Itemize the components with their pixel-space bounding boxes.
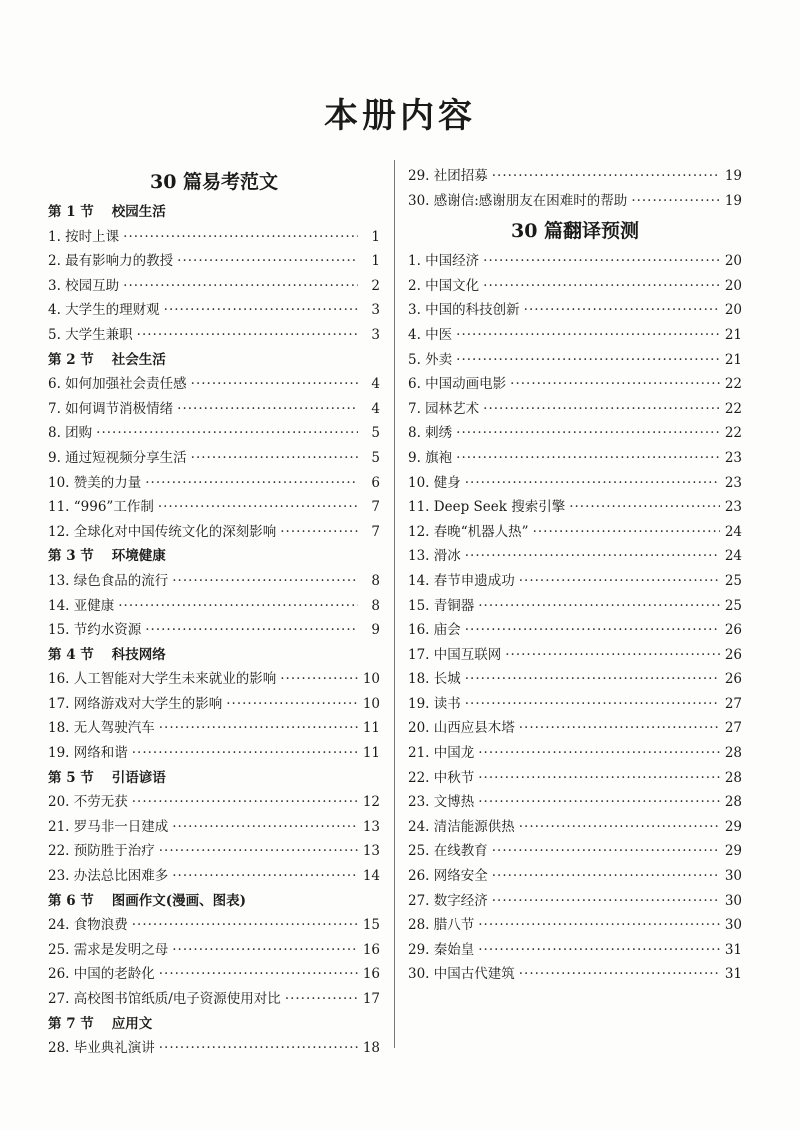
- toc-entry-page-number: 30: [724, 868, 742, 885]
- leader-dots: [519, 815, 720, 840]
- toc-entry-page-number: 19: [724, 192, 742, 209]
- section-header: [48, 889, 380, 914]
- toc-entry-title: 11. “996”工作制: [48, 499, 154, 516]
- leader-dots: [191, 372, 358, 397]
- toc-entry[interactable]: [408, 372, 742, 397]
- toc-entry-page-number: 28: [724, 794, 742, 811]
- leader-dots: [483, 249, 720, 274]
- leader-dots: [492, 864, 720, 889]
- toc-entry-page-number: 21: [724, 326, 742, 343]
- section-number: 第 4 节: [48, 646, 94, 663]
- toc-entry-page-number: 10: [362, 695, 380, 712]
- section-header: [48, 544, 380, 569]
- leader-dots: [123, 225, 358, 250]
- section-header: [48, 643, 380, 668]
- toc-entry-title: 3. 中国的科技创新: [408, 302, 520, 319]
- toc-entry-page-number: 28: [724, 769, 742, 786]
- leader-dots: [505, 643, 720, 668]
- toc-entry-title: 8. 刺绣: [408, 425, 453, 442]
- toc-entry[interactable]: [408, 164, 742, 189]
- toc-entry-page-number: 16: [362, 941, 380, 958]
- translations-heading: 30 篇翻译预测: [510, 220, 640, 243]
- toc-column-essays: [48, 164, 380, 1061]
- toc-entry[interactable]: [408, 962, 742, 987]
- toc-entry-title: 7. 园林艺术: [408, 400, 480, 417]
- toc-entry-page-number: 13: [362, 843, 380, 860]
- toc-entry-page-number: 22: [724, 400, 742, 417]
- toc-entry-page-number: 12: [362, 794, 380, 811]
- toc-entry-page-number: 22: [724, 376, 742, 393]
- toc-entry-title: 20. 山西应县木塔: [408, 720, 515, 737]
- toc-entry-title: 9. 通过短视频分享生活: [48, 449, 187, 466]
- toc-entry-page-number: 26: [724, 671, 742, 688]
- toc-entry-page-number: 24: [724, 548, 742, 565]
- toc-entry-title: 29. 社团招募: [408, 168, 488, 184]
- toc-entry[interactable]: [408, 495, 742, 520]
- toc-entry[interactable]: [408, 618, 742, 643]
- leader-dots: [478, 766, 720, 791]
- section-title: 社会生活: [111, 351, 166, 368]
- page-title: 本册内容: [324, 96, 476, 136]
- toc-entry[interactable]: [48, 372, 380, 397]
- toc-entry-page-number: 28: [724, 745, 742, 762]
- toc-entry-title: 27. 高校图书馆纸质/电子资源使用对比: [48, 991, 281, 1007]
- translations-list: [408, 249, 742, 987]
- toc-entry-title: 28. 毕业典礼演讲: [48, 1040, 155, 1057]
- leader-dots: [492, 164, 720, 189]
- toc-entry[interactable]: [48, 667, 380, 692]
- section-title: 科技网络: [111, 646, 166, 663]
- leader-dots: [280, 667, 358, 692]
- section-header: [48, 766, 380, 791]
- leader-dots: [533, 520, 720, 545]
- toc-entry[interactable]: [408, 716, 742, 741]
- toc-entry-page-number: 14: [362, 868, 380, 885]
- toc-entry-title: 17. 网络游戏对大学生的影响: [48, 695, 223, 712]
- section-number: 第 5 节: [48, 769, 94, 786]
- leader-dots: [96, 421, 358, 446]
- section-title: 校园生活: [111, 204, 166, 220]
- leader-dots: [456, 348, 720, 373]
- toc-entry-title: 1. 中国经济: [408, 253, 480, 270]
- toc-entry[interactable]: [48, 471, 380, 496]
- essays-list: [48, 200, 380, 1061]
- toc-entry-page-number: 29: [724, 818, 742, 835]
- toc-entry-title: 8. 团购: [48, 425, 93, 442]
- toc-entry-page-number: 4: [371, 400, 380, 417]
- leader-dots: [483, 274, 720, 299]
- toc-entry-page-number: 7: [371, 499, 380, 516]
- leader-dots: [137, 323, 358, 348]
- toc-entry-title: 9. 旗袍: [408, 449, 453, 466]
- toc-entry-page-number: 20: [724, 253, 742, 270]
- toc-entry-title: 19. 读书: [408, 695, 461, 712]
- leader-dots: [524, 298, 720, 323]
- toc-entry[interactable]: [408, 249, 742, 274]
- leader-dots: [456, 421, 720, 446]
- toc-entry-page-number: 24: [724, 523, 742, 540]
- leader-dots: [465, 667, 720, 692]
- toc-entry-page-number: 13: [362, 818, 380, 835]
- section-number: 第 2 节: [48, 351, 94, 368]
- toc-entry-title: 1. 按时上课: [48, 228, 120, 245]
- toc-entry-page-number: 16: [362, 966, 380, 983]
- toc-entry[interactable]: [408, 913, 742, 938]
- toc-entry-title: 26. 网络安全: [408, 868, 488, 885]
- toc-entry-page-number: 8: [371, 597, 380, 614]
- toc-entry-title: 20. 不劳无获: [48, 794, 128, 811]
- toc-entry[interactable]: [48, 864, 380, 889]
- toc-entry[interactable]: [408, 446, 742, 471]
- toc-entry[interactable]: [408, 889, 742, 914]
- leader-dots: [465, 618, 720, 643]
- leader-dots: [492, 839, 720, 864]
- leader-dots: [478, 938, 720, 963]
- toc-entry[interactable]: [408, 815, 742, 840]
- leader-dots: [226, 692, 358, 717]
- section-number: 第 7 节: [48, 1015, 94, 1032]
- leader-dots: [465, 544, 720, 569]
- toc-entry[interactable]: [48, 249, 380, 274]
- toc-entry[interactable]: [48, 569, 380, 594]
- toc-entry-page-number: 11: [362, 745, 380, 762]
- toc-entry-page-number: 20: [724, 277, 742, 294]
- leader-dots: [456, 446, 720, 471]
- toc-entry-page-number: 7: [371, 523, 380, 540]
- toc-entry-title: 16. 庙会: [408, 622, 461, 639]
- toc-entry-page-number: 26: [724, 646, 742, 663]
- toc-entry-page-number: 25: [724, 572, 742, 589]
- toc-entry-page-number: 31: [724, 941, 742, 958]
- toc-entry[interactable]: [408, 189, 742, 214]
- toc-entry-page-number: 30: [724, 917, 742, 934]
- toc-entry-title: 12. 全球化对中国传统文化的深刻影响: [48, 523, 277, 540]
- leader-dots: [478, 913, 720, 938]
- toc-entry-page-number: 20: [724, 302, 742, 319]
- toc-entry-page-number: 1: [371, 228, 380, 245]
- toc-entry[interactable]: [408, 594, 742, 619]
- toc-entry-title: 16. 人工智能对大学生未来就业的影响: [48, 671, 277, 688]
- essays-heading: 30 篇易考范文: [149, 171, 279, 193]
- toc-entry-page-number: 22: [724, 425, 742, 442]
- toc-entry-page-number: 4: [371, 376, 380, 393]
- toc-entry-title: 23. 文博热: [408, 794, 475, 811]
- toc-entry[interactable]: [408, 298, 742, 323]
- toc-entry-title: 24. 食物浪费: [48, 917, 128, 934]
- toc-entry[interactable]: [48, 913, 380, 938]
- toc-entry[interactable]: [48, 323, 380, 348]
- toc-entry-title: 21. 罗马非一日建成: [48, 818, 169, 835]
- toc-entry-page-number: 2: [371, 277, 380, 294]
- leader-dots: [172, 569, 358, 594]
- leader-dots: [159, 962, 358, 987]
- toc-entry[interactable]: [48, 1036, 380, 1061]
- toc-entry-title: 6. 中国动画电影: [408, 376, 507, 393]
- leader-dots: [123, 274, 358, 299]
- toc-entry-page-number: 8: [371, 572, 380, 589]
- leader-dots: [478, 741, 720, 766]
- toc-entry-title: 18. 长城: [408, 671, 461, 688]
- toc-entry-page-number: 10: [362, 671, 380, 688]
- leader-dots: [483, 397, 720, 422]
- section-number: 第 3 节: [48, 548, 94, 565]
- toc-entry-title: 12. 春晚“机器人热”: [408, 523, 529, 540]
- toc-entry-title: 25. 需求是发明之母: [48, 941, 169, 958]
- toc-entry-title: 29. 秦始皇: [408, 941, 475, 958]
- toc-entry-page-number: 11: [362, 720, 380, 737]
- toc-entry[interactable]: [48, 839, 380, 864]
- toc-entry-page-number: 3: [371, 326, 380, 343]
- toc-entry[interactable]: [408, 421, 742, 446]
- leader-dots: [145, 471, 358, 496]
- leader-dots: [172, 938, 358, 963]
- leader-dots: [456, 323, 720, 348]
- leader-dots: [172, 864, 358, 889]
- toc-entry-title: 7. 如何调节消极情绪: [48, 400, 174, 417]
- toc-entry[interactable]: [48, 446, 380, 471]
- section-header: [48, 200, 380, 225]
- toc-entry-page-number: 23: [724, 449, 742, 466]
- toc-entry[interactable]: [48, 618, 380, 643]
- toc-entry-page-number: 27: [724, 695, 742, 712]
- leader-dots: [132, 741, 358, 766]
- leader-dots: [158, 495, 358, 520]
- leader-dots: [519, 962, 720, 987]
- toc-entry[interactable]: [408, 274, 742, 299]
- leader-dots: [191, 446, 358, 471]
- toc-entry-title: 14. 亚健康: [48, 597, 115, 614]
- toc-entry[interactable]: [408, 741, 742, 766]
- toc-entry-page-number: 21: [724, 351, 742, 368]
- toc-entry[interactable]: [408, 569, 742, 594]
- toc-entry-title: 3. 校园互助: [48, 277, 120, 294]
- section-title: 应用文: [111, 1015, 153, 1032]
- toc-entry-page-number: 30: [724, 892, 742, 909]
- toc-entry-title: 2. 中国文化: [408, 277, 480, 294]
- toc-entry-title: 15. 青铜器: [408, 597, 475, 614]
- toc-entry-title: 21. 中国龙: [408, 745, 475, 762]
- leader-dots: [164, 298, 358, 323]
- toc-entry-page-number: 25: [724, 597, 742, 614]
- toc-entry-title: 2. 最有影响力的教授: [48, 253, 174, 270]
- toc-entry[interactable]: [408, 692, 742, 717]
- leader-dots: [145, 618, 358, 643]
- toc-entry[interactable]: [408, 397, 742, 422]
- toc-entry-page-number: 23: [724, 499, 742, 516]
- toc-entry-page-number: 5: [371, 425, 380, 442]
- leader-dots: [132, 913, 358, 938]
- leader-dots: [519, 569, 720, 594]
- toc-entry-title: 13. 绿色食品的流行: [48, 572, 169, 589]
- toc-entry-title: 30. 中国古代建筑: [408, 966, 515, 983]
- toc-entry[interactable]: [48, 962, 380, 987]
- toc-entry-title: 28. 腊八节: [408, 917, 475, 934]
- leader-dots: [159, 1036, 358, 1061]
- leader-dots: [159, 839, 358, 864]
- toc-entry[interactable]: [48, 421, 380, 446]
- toc-entry-title: 5. 外卖: [408, 351, 453, 368]
- leader-dots: [631, 189, 720, 214]
- toc-entry-title: 14. 春节申遗成功: [408, 572, 515, 589]
- leader-dots: [280, 520, 358, 545]
- leader-dots: [478, 790, 720, 815]
- leader-dots: [519, 716, 720, 741]
- toc-entry[interactable]: [408, 520, 742, 545]
- toc-entry[interactable]: [48, 938, 380, 963]
- toc-entry-page-number: 3: [371, 302, 380, 319]
- toc-entry-title: 24. 清洁能源供热: [408, 818, 515, 835]
- toc-entry-title: 13. 滑冰: [408, 548, 461, 565]
- section-header: [48, 1012, 380, 1037]
- leader-dots: [510, 372, 720, 397]
- toc-entry-page-number: 17: [362, 991, 380, 1007]
- toc-entry[interactable]: [408, 544, 742, 569]
- toc-entry[interactable]: [408, 348, 742, 373]
- toc-entry[interactable]: [408, 766, 742, 791]
- toc-entry-title: 22. 中秋节: [408, 769, 475, 786]
- leader-dots: [465, 471, 720, 496]
- section-number: 第 1 节: [48, 204, 94, 220]
- toc-entry-title: 10. 健身: [408, 474, 461, 491]
- toc-entry-page-number: 15: [362, 917, 380, 934]
- toc-entry[interactable]: [48, 225, 380, 250]
- toc-entry[interactable]: [408, 667, 742, 692]
- toc-entry-page-number: 27: [724, 720, 742, 737]
- toc-entry[interactable]: [48, 594, 380, 619]
- leader-dots: [492, 889, 720, 914]
- toc-entry[interactable]: [408, 471, 742, 496]
- toc-entry[interactable]: [48, 815, 380, 840]
- toc-entry-title: 30. 感谢信:感谢朋友在困难时的帮助: [408, 192, 628, 209]
- essays-list-continued: [408, 164, 742, 213]
- toc-entry-title: 27. 数字经济: [408, 892, 488, 909]
- section-title: 环境健康: [111, 548, 166, 565]
- toc-entry-page-number: 26: [724, 622, 742, 639]
- toc-entry[interactable]: [408, 790, 742, 815]
- toc-entry[interactable]: [408, 323, 742, 348]
- toc-entry-title: 10. 赞美的力量: [48, 474, 142, 491]
- leader-dots: [177, 249, 358, 274]
- toc-entry[interactable]: [48, 495, 380, 520]
- toc-entry-title: 18. 无人驾驶汽车: [48, 720, 155, 737]
- leader-dots: [172, 815, 358, 840]
- leader-dots: [285, 987, 358, 1012]
- leader-dots: [177, 397, 358, 422]
- leader-dots: [465, 692, 720, 717]
- toc-entry-title: 22. 预防胜于治疗: [48, 843, 155, 860]
- toc-entry[interactable]: [48, 397, 380, 422]
- toc-entry-title: 4. 大学生的理财观: [48, 302, 160, 319]
- toc-entry-title: 23. 办法总比困难多: [48, 868, 169, 885]
- leader-dots: [118, 594, 358, 619]
- leader-dots: [569, 495, 720, 520]
- toc-entry-page-number: 29: [724, 843, 742, 860]
- toc-entry-title: 19. 网络和谐: [48, 745, 128, 762]
- toc-entry-page-number: 18: [362, 1040, 380, 1057]
- toc-entry-page-number: 19: [724, 168, 742, 184]
- toc-entry-title: 26. 中国的老龄化: [48, 966, 155, 983]
- toc-entry-page-number: 23: [724, 474, 742, 491]
- toc-entry-title: 5. 大学生兼职: [48, 326, 133, 343]
- leader-dots: [478, 594, 720, 619]
- section-title: 图画作文(漫画、图表): [111, 892, 247, 909]
- section-number: 第 6 节: [48, 892, 94, 909]
- toc-entry[interactable]: [48, 520, 380, 545]
- toc-entry-page-number: 6: [371, 474, 380, 491]
- toc-entry-title: 25. 在线教育: [408, 843, 488, 860]
- toc-entry[interactable]: [408, 938, 742, 963]
- toc-entry[interactable]: [408, 839, 742, 864]
- leader-dots: [132, 790, 358, 815]
- section-title: 引语谚语: [111, 769, 166, 786]
- toc-column-translations: [408, 164, 742, 987]
- toc-entry-title: 15. 节约水资源: [48, 622, 142, 639]
- toc-entry[interactable]: [48, 692, 380, 717]
- toc-entry-page-number: 5: [371, 449, 380, 466]
- toc-entry[interactable]: [48, 298, 380, 323]
- toc-entry[interactable]: [48, 716, 380, 741]
- section-header: [48, 348, 380, 373]
- toc-entry-page-number: 9: [371, 622, 380, 639]
- toc-entry[interactable]: [48, 987, 380, 1012]
- column-divider: [394, 160, 395, 1048]
- toc-entry[interactable]: [48, 790, 380, 815]
- toc-entry[interactable]: [48, 274, 380, 299]
- toc-entry-title: 4. 中医: [408, 326, 453, 343]
- toc-entry-page-number: 1: [371, 253, 380, 270]
- toc-entry-title: 11. Deep Seek 搜索引擎: [408, 499, 566, 516]
- toc-entry[interactable]: [408, 643, 742, 668]
- toc-entry-page-number: 31: [724, 966, 742, 983]
- toc-entry[interactable]: [408, 864, 742, 889]
- toc-entry-title: 17. 中国互联网: [408, 646, 502, 663]
- leader-dots: [159, 716, 358, 741]
- toc-entry[interactable]: [48, 741, 380, 766]
- toc-entry-title: 6. 如何加强社会责任感: [48, 376, 187, 393]
